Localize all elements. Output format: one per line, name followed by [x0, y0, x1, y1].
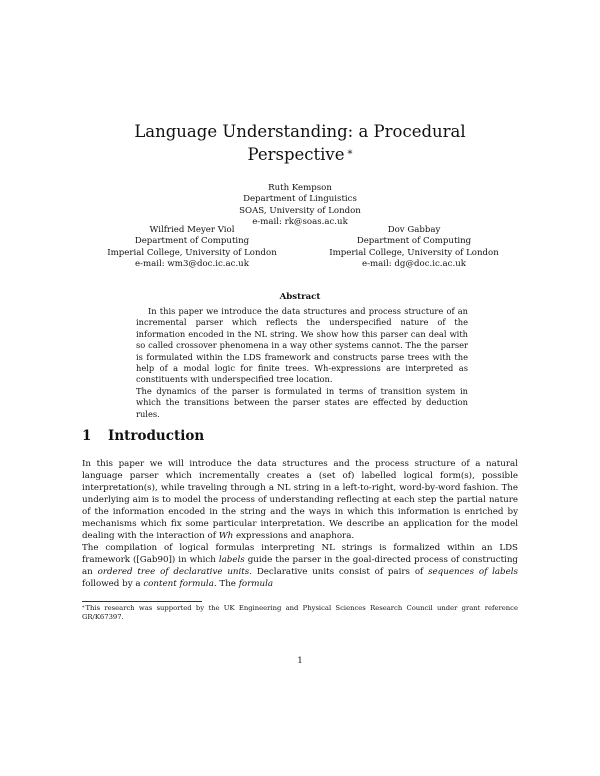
text-run: . The	[213, 579, 239, 589]
emphasis-text: ordered tree of declarative units	[97, 567, 250, 577]
author-institution: SOAS, University of London	[239, 205, 361, 216]
paper-title	[60, 120, 540, 166]
author-email: e-mail: wm3@doc.ic.ac.uk	[135, 258, 249, 269]
abstract-paragraph: The dynamics of the parser is formulated in terms of transition system in which the transitions between the parser states are effected by deduction rules.	[136, 385, 468, 419]
abstract-paragraph: In this paper we introduce the data structures and process structure of an incremental parser which reflects the underspecified nature of the information encoded in the NL string. We show how this parser can deal with so called crossover phenomena in a way other systems cannot. The the parser is formulated within the LDS framework and constructs parse trees with the help of a modal logic for finite trees. Wh-expressions are interpreted as constituents with underspecified tree location.	[136, 306, 468, 385]
author-name: Dov Gabbay	[387, 225, 441, 235]
title-line-2	[60, 143, 540, 166]
title-line-2-text: Perspective	[247, 145, 345, 164]
body-paragraph	[82, 458, 518, 542]
author-name: Ruth Kempson	[268, 183, 332, 193]
author-institution: Imperial College, University of London	[329, 247, 499, 258]
body-paragraph	[82, 542, 518, 590]
author-email: e-mail: dg@doc.ic.ac.uk	[362, 258, 466, 269]
abstract-body	[136, 306, 468, 420]
section-heading	[82, 428, 204, 444]
author-block-right	[314, 225, 514, 270]
text-run: In this paper we will introduce the data structures and the process structure of a natural language parser which incrementally creates a (set of) labelled logical form(s), possible interpretation(s), while traveling through a NL string in a left-to-right, word-by-word fashion. The underlying aim is to model the process of understanding reflecting at each step the partial nature of the information encoded in the string and the ways in which this information is enriched by mechanisms which fix some particular interpretation. We describe an application for the model dealing with the interaction of	[82, 459, 518, 541]
author-department: Department of Computing	[134, 236, 250, 247]
author-block-left	[92, 225, 292, 270]
emphasis-text: labels	[218, 555, 245, 565]
footnote-marker: *	[82, 605, 85, 611]
emphasis-text: sequences of labels	[428, 567, 518, 577]
section-number: 1	[82, 428, 92, 444]
author-email: e-mail: rk@soas.ac.uk	[252, 216, 348, 227]
page-number: 1	[297, 656, 303, 666]
author-department: Department of Linguistics	[243, 194, 357, 205]
footnote-text: This research was supported by the UK Engineering and Physical Sciences Research Council under grant reference GR/K67397.	[82, 604, 518, 622]
text-run: The compilation of logical formulas interpreting NL strings is formalized within an LDS framework ([Gab90]) in which	[82, 543, 518, 565]
title-line-1: Language Understanding: a Procedural	[134, 122, 466, 141]
emphasis-text: Wh	[218, 531, 234, 541]
author-block-primary	[150, 183, 450, 228]
author-institution: Imperial College, University of London	[107, 247, 277, 258]
footnote-rule	[82, 601, 202, 602]
author-department: Department of Computing	[356, 236, 472, 247]
abstract-heading: Abstract	[279, 292, 321, 302]
text-run: . Declarative units consist of pairs of	[249, 567, 429, 577]
body-text	[82, 458, 518, 590]
emphasis-text: formula	[238, 579, 274, 589]
footnote	[82, 604, 518, 622]
emphasis-text: content formula	[143, 579, 214, 589]
author-name: Wilfried Meyer Viol	[149, 225, 235, 235]
text-run: expressions and anaphora.	[233, 531, 355, 541]
section-title: Introduction	[108, 428, 205, 444]
text-run: guide the parser in the goal-directed process of constructing an	[82, 555, 518, 577]
text-run: followed by a	[82, 579, 144, 589]
title-footnote-marker: *	[347, 149, 353, 160]
